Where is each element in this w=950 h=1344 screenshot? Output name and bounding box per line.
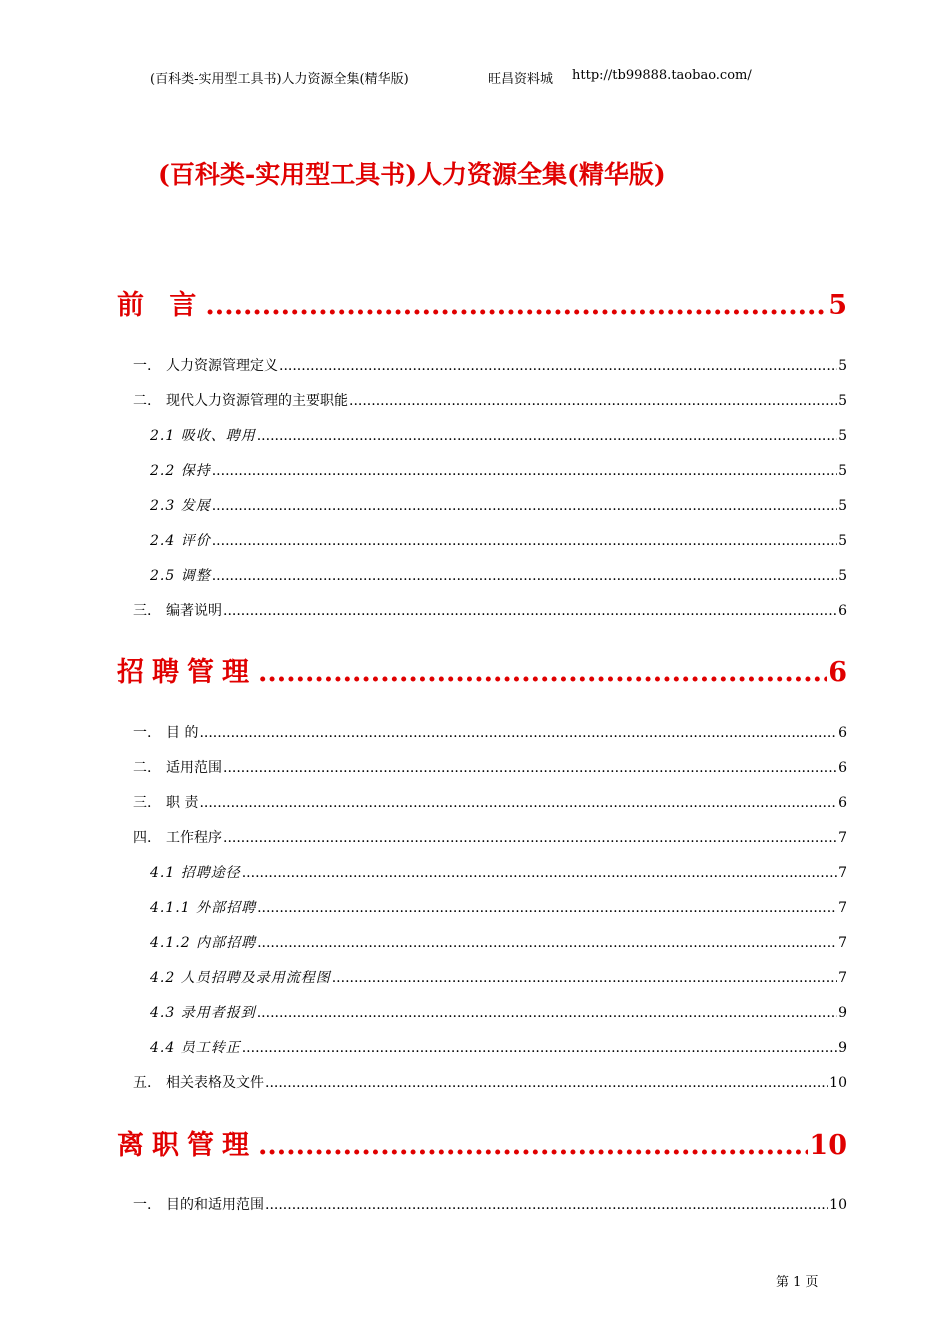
toc-page-number: 10 bbox=[829, 1197, 847, 1213]
toc-entry-text: 前 言 bbox=[117, 290, 205, 321]
toc-subsection[interactable] bbox=[150, 460, 847, 480]
toc-entry-number: 一. bbox=[133, 725, 152, 741]
toc-page-number: 6 bbox=[838, 760, 847, 776]
toc-subsection[interactable] bbox=[150, 932, 847, 952]
toc-dot-leader bbox=[199, 795, 837, 811]
toc-page-number: 5 bbox=[838, 568, 847, 584]
toc-entry-number: 三. bbox=[133, 795, 152, 811]
header-url[interactable]: http://tb99888.taobao.com/ bbox=[572, 68, 752, 83]
toc-entry-text: 2.4 评价 bbox=[150, 533, 211, 549]
toc-page-number: 7 bbox=[838, 865, 847, 881]
toc-dot-leader bbox=[349, 393, 837, 409]
toc-chapter[interactable] bbox=[117, 283, 847, 322]
toc-dot-leader bbox=[212, 463, 837, 479]
toc-entry-text: 4.3 录用者报到 bbox=[150, 1005, 256, 1021]
toc-dot-leader bbox=[257, 900, 837, 916]
toc-chapter[interactable] bbox=[117, 650, 847, 689]
toc-dot-leader bbox=[279, 358, 837, 374]
toc-subsection[interactable] bbox=[150, 565, 847, 585]
toc-entry-label bbox=[133, 827, 222, 847]
toc-entry-label bbox=[133, 722, 198, 742]
toc-page-number: 10 bbox=[809, 1130, 847, 1161]
toc-page-number: 7 bbox=[838, 970, 847, 986]
toc-entry-label bbox=[150, 565, 211, 585]
toc-entry-text: 目的和适用范围 bbox=[166, 1197, 264, 1213]
toc-dot-leader bbox=[257, 1005, 837, 1021]
toc-entry-text: 目 的 bbox=[166, 725, 199, 741]
toc-entry-text: 2.1 吸收、聘用 bbox=[150, 428, 256, 444]
toc-entry-text: 2.3 发展 bbox=[150, 498, 211, 514]
toc-subsection[interactable] bbox=[150, 1037, 847, 1057]
toc-entry-label bbox=[150, 967, 331, 987]
toc-dot-leader bbox=[212, 533, 837, 549]
toc-page-number: 7 bbox=[838, 830, 847, 846]
toc-dot-leader bbox=[242, 865, 837, 881]
toc-chapter[interactable] bbox=[117, 1123, 847, 1162]
toc-page-number: 6 bbox=[838, 795, 847, 811]
toc-entry-label bbox=[150, 1037, 241, 1057]
toc-entry-text: 4.1 招聘途径 bbox=[150, 865, 241, 881]
toc-dot-leader bbox=[223, 760, 837, 776]
toc-entry-label bbox=[133, 1194, 264, 1214]
toc-page-number: 6 bbox=[828, 657, 847, 688]
toc-section[interactable] bbox=[133, 792, 847, 812]
header-shop-name: 旺昌资料城 bbox=[488, 72, 554, 87]
toc-page-number: 9 bbox=[838, 1040, 847, 1056]
toc-section[interactable] bbox=[133, 757, 847, 777]
toc-page-number: 6 bbox=[838, 603, 847, 619]
toc-entry-label bbox=[117, 1123, 257, 1162]
toc-entry-label bbox=[133, 1072, 264, 1092]
toc-section[interactable] bbox=[133, 355, 847, 375]
toc-page-number: 5 bbox=[838, 498, 847, 514]
page-number: 第 1 页 bbox=[776, 1275, 819, 1290]
toc-section[interactable] bbox=[133, 827, 847, 847]
toc-entry-text: 4.1.2 内部招聘 bbox=[150, 935, 257, 951]
toc-entry-number: 二. bbox=[133, 393, 152, 409]
toc-entry-number: 一. bbox=[133, 358, 152, 374]
toc-page-number: 5 bbox=[838, 358, 847, 374]
toc-section[interactable] bbox=[133, 390, 847, 410]
toc-page-number: 5 bbox=[838, 393, 847, 409]
toc-entry-label bbox=[150, 932, 256, 952]
toc-subsection[interactable] bbox=[150, 1002, 847, 1022]
toc-dot-leader bbox=[212, 498, 837, 514]
toc-subsection[interactable] bbox=[150, 425, 847, 445]
toc-entry-label bbox=[133, 757, 222, 777]
toc-entry-label bbox=[117, 283, 204, 322]
toc-dot-leader bbox=[332, 970, 837, 986]
toc-dot-leader bbox=[205, 290, 827, 321]
toc-dot-leader bbox=[258, 1130, 808, 1161]
toc-entry-text: 适用范围 bbox=[166, 760, 222, 776]
toc-subsection[interactable] bbox=[150, 967, 847, 987]
toc-page-number: 5 bbox=[838, 463, 847, 479]
toc-entry-text: 职 责 bbox=[166, 795, 199, 811]
toc-page-number: 7 bbox=[838, 935, 847, 951]
toc-entry-label bbox=[150, 495, 211, 515]
toc-subsection[interactable] bbox=[150, 495, 847, 515]
toc-entry-label bbox=[133, 355, 278, 375]
toc-entry-text: 编著说明 bbox=[166, 603, 222, 619]
toc-subsection[interactable] bbox=[150, 862, 847, 882]
toc-page-number: 6 bbox=[838, 725, 847, 741]
toc-section[interactable] bbox=[133, 1072, 847, 1092]
toc-entry-label bbox=[133, 600, 222, 620]
toc-dot-leader bbox=[258, 657, 827, 688]
toc-dot-leader bbox=[257, 935, 837, 951]
toc-section[interactable] bbox=[133, 1194, 847, 1214]
toc-entry-text: 4.4 员工转正 bbox=[150, 1040, 241, 1056]
toc-entry-label bbox=[150, 460, 211, 480]
toc-entry-label bbox=[133, 390, 348, 410]
toc-entry-text: 招聘管理 bbox=[117, 657, 257, 688]
toc-entry-label bbox=[150, 530, 211, 550]
toc-entry-label bbox=[150, 862, 241, 882]
toc-dot-leader bbox=[242, 1040, 837, 1056]
toc-entry-label bbox=[133, 792, 198, 812]
toc-entry-text: 人力资源管理定义 bbox=[166, 358, 278, 374]
toc-entry-text: 现代人力资源管理的主要职能 bbox=[166, 393, 348, 409]
toc-entry-number: 三. bbox=[133, 603, 152, 619]
toc-entry-text: 4.1.1 外部招聘 bbox=[150, 900, 257, 916]
toc-entry-text: 相关表格及文件 bbox=[166, 1075, 264, 1091]
toc-dot-leader bbox=[223, 603, 837, 619]
toc-entry-text: 2.5 调整 bbox=[150, 568, 211, 584]
toc-page-number: 7 bbox=[838, 900, 847, 916]
toc-page-number: 10 bbox=[829, 1075, 847, 1091]
toc-entry-label bbox=[150, 425, 256, 445]
toc-section[interactable] bbox=[133, 722, 847, 742]
toc-entry-number: 一. bbox=[133, 1197, 152, 1213]
toc-entry-label bbox=[150, 1002, 256, 1022]
toc-section[interactable] bbox=[133, 600, 847, 620]
header-title: (百科类-实用型工具书)人力资源全集(精华版) bbox=[150, 72, 409, 87]
toc-entry-text: 2.2 保持 bbox=[150, 463, 211, 479]
toc-entry-text: 4.2 人员招聘及录用流程图 bbox=[150, 970, 331, 986]
toc-dot-leader bbox=[257, 428, 837, 444]
toc-page-number: 5 bbox=[838, 533, 847, 549]
toc-dot-leader bbox=[223, 830, 837, 846]
toc-page-number: 5 bbox=[828, 290, 847, 321]
toc-dot-leader bbox=[265, 1197, 828, 1213]
toc-entry-label bbox=[150, 897, 256, 917]
toc-entry-number: 二. bbox=[133, 760, 152, 776]
toc-dot-leader bbox=[265, 1075, 828, 1091]
toc-page-number: 5 bbox=[838, 428, 847, 444]
toc-entry-label bbox=[117, 650, 257, 689]
toc-dot-leader bbox=[212, 568, 837, 584]
toc-entry-number: 四. bbox=[133, 830, 152, 846]
toc-subsection[interactable] bbox=[150, 530, 847, 550]
toc-entry-number: 五. bbox=[133, 1075, 152, 1091]
toc-entry-text: 工作程序 bbox=[166, 830, 222, 846]
document-title: (百科类-实用型工具书)人力资源全集(精华版) bbox=[158, 160, 666, 189]
toc-entry-text: 离职管理 bbox=[117, 1130, 257, 1161]
toc-dot-leader bbox=[199, 725, 837, 741]
toc-subsection[interactable] bbox=[150, 897, 847, 917]
toc-page-number: 9 bbox=[838, 1005, 847, 1021]
